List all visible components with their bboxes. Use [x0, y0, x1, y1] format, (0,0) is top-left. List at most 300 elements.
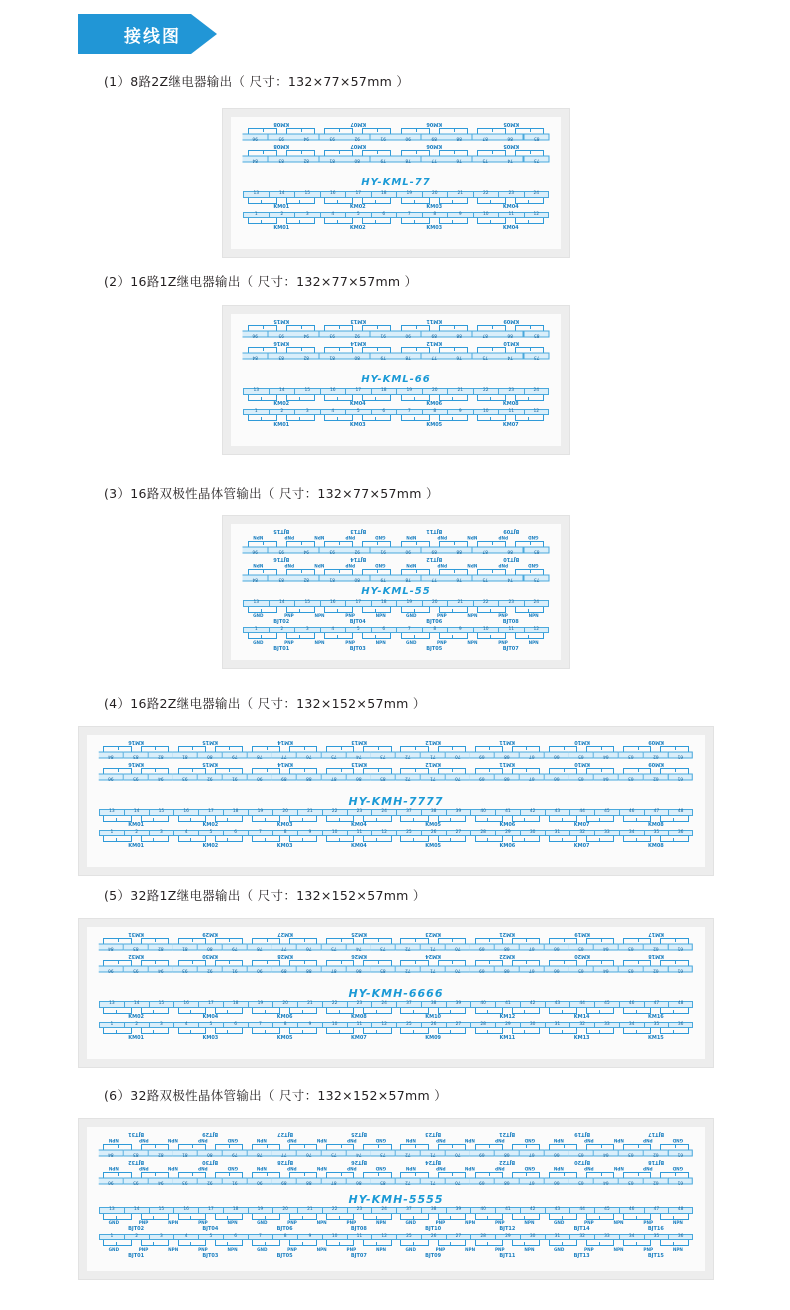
terminal-cell[interactable]: 47: [644, 809, 669, 816]
terminal-cell[interactable]: 87: [473, 331, 499, 338]
terminal-cell[interactable]: 27: [446, 1234, 471, 1241]
terminal-cell[interactable]: 64: [594, 774, 619, 781]
terminal-cell[interactable]: 10: [322, 1234, 347, 1241]
terminal-cell[interactable]: 29: [495, 1022, 520, 1029]
terminal-cell[interactable]: 45: [594, 1001, 619, 1008]
terminal-cell[interactable]: 94: [149, 774, 174, 781]
terminal-cell[interactable]: 85: [371, 1178, 396, 1185]
terminal-cell[interactable]: 14: [124, 809, 149, 816]
terminal-cell[interactable]: 63: [619, 774, 644, 781]
terminal-cell[interactable]: 86: [498, 134, 524, 141]
terminal-cell[interactable]: 11: [347, 830, 372, 837]
terminal-cell[interactable]: 18: [371, 388, 397, 395]
terminal-cell[interactable]: 48: [668, 1207, 693, 1214]
terminal-cell[interactable]: 86: [498, 331, 524, 338]
terminal-cell[interactable]: 67: [520, 752, 545, 759]
terminal-cell[interactable]: 21: [447, 600, 473, 607]
terminal-cell[interactable]: 68: [495, 966, 520, 973]
terminal-cell[interactable]: 94: [149, 1178, 174, 1185]
terminal-cell[interactable]: 5: [198, 1022, 223, 1029]
terminal-cell[interactable]: 75: [473, 575, 499, 582]
terminal-cell[interactable]: 66: [545, 944, 570, 951]
terminal-cell[interactable]: 96: [99, 966, 124, 973]
terminal-cell[interactable]: 19: [396, 388, 422, 395]
terminal-cell[interactable]: 75: [473, 353, 499, 360]
terminal-cell[interactable]: 71: [421, 1150, 446, 1157]
terminal-cell[interactable]: 95: [269, 547, 295, 554]
terminal-cell[interactable]: 76: [447, 575, 473, 582]
terminal-cell[interactable]: 24: [524, 388, 550, 395]
terminal-cell[interactable]: 67: [520, 1178, 545, 1185]
terminal-cell[interactable]: 35: [644, 1234, 669, 1241]
terminal-cell[interactable]: 74: [347, 1150, 372, 1157]
terminal-cell[interactable]: 81: [320, 156, 346, 163]
terminal-cell[interactable]: 48: [668, 809, 693, 816]
terminal-cell[interactable]: 86: [347, 966, 372, 973]
terminal-cell[interactable]: 13: [99, 1001, 124, 1008]
terminal-cell[interactable]: 63: [619, 1178, 644, 1185]
terminal-cell[interactable]: 92: [345, 547, 371, 554]
terminal-cell[interactable]: 62: [644, 752, 669, 759]
terminal-cell[interactable]: 23: [347, 809, 372, 816]
terminal-cell[interactable]: 61: [668, 944, 693, 951]
terminal-cell[interactable]: 10: [322, 1022, 347, 1029]
terminal-cell[interactable]: 2: [124, 1234, 149, 1241]
terminal-cell[interactable]: 69: [470, 752, 495, 759]
terminal-cell[interactable]: 35: [644, 830, 669, 837]
terminal-cell[interactable]: 16: [173, 1001, 198, 1008]
terminal-cell[interactable]: 37: [396, 1207, 421, 1214]
terminal-cell[interactable]: 82: [294, 353, 320, 360]
terminal-cell[interactable]: 15: [149, 1001, 174, 1008]
terminal-cell[interactable]: 84: [99, 752, 124, 759]
terminal-cell[interactable]: 77: [272, 944, 297, 951]
terminal-cell[interactable]: 31: [545, 1022, 570, 1029]
terminal-cell[interactable]: 39: [446, 1001, 471, 1008]
terminal-cell[interactable]: 63: [619, 1150, 644, 1157]
terminal-cell[interactable]: 62: [644, 1150, 669, 1157]
terminal-cell[interactable]: 72: [396, 752, 421, 759]
terminal-cell[interactable]: 64: [594, 944, 619, 951]
terminal-cell[interactable]: 39: [446, 809, 471, 816]
terminal-cell[interactable]: 85: [524, 331, 550, 338]
terminal-cell[interactable]: 11: [498, 409, 524, 416]
terminal-cell[interactable]: 92: [345, 331, 371, 338]
terminal-cell[interactable]: 28: [470, 830, 495, 837]
terminal-cell[interactable]: 14: [269, 600, 295, 607]
terminal-cell[interactable]: 92: [345, 134, 371, 141]
terminal-cell[interactable]: 5: [345, 212, 371, 219]
terminal-cell[interactable]: 78: [248, 1150, 273, 1157]
terminal-cell[interactable]: 92: [198, 1178, 223, 1185]
terminal-cell[interactable]: 89: [272, 1178, 297, 1185]
terminal-cell[interactable]: 64: [594, 966, 619, 973]
terminal-cell[interactable]: 88: [447, 547, 473, 554]
terminal-cell[interactable]: 4: [320, 409, 346, 416]
terminal-cell[interactable]: 41: [495, 809, 520, 816]
terminal-cell[interactable]: 68: [495, 752, 520, 759]
terminal-cell[interactable]: 65: [569, 1178, 594, 1185]
terminal-cell[interactable]: 74: [347, 752, 372, 759]
terminal-cell[interactable]: 77: [422, 575, 448, 582]
terminal-cell[interactable]: 85: [524, 134, 550, 141]
terminal-cell[interactable]: 8: [272, 1234, 297, 1241]
terminal-cell[interactable]: 92: [198, 774, 223, 781]
terminal-cell[interactable]: 39: [446, 1207, 471, 1214]
terminal-cell[interactable]: 24: [371, 1001, 396, 1008]
terminal-cell[interactable]: 22: [473, 600, 499, 607]
terminal-cell[interactable]: 80: [345, 575, 371, 582]
terminal-cell[interactable]: 16: [173, 809, 198, 816]
terminal-cell[interactable]: 62: [644, 944, 669, 951]
terminal-cell[interactable]: 9: [297, 830, 322, 837]
terminal-cell[interactable]: 17: [345, 191, 371, 198]
terminal-cell[interactable]: 62: [644, 774, 669, 781]
terminal-cell[interactable]: 17: [198, 1001, 223, 1008]
terminal-cell[interactable]: 41: [495, 1001, 520, 1008]
terminal-cell[interactable]: 31: [545, 830, 570, 837]
terminal-cell[interactable]: 18: [223, 1207, 248, 1214]
terminal-cell[interactable]: 33: [594, 1022, 619, 1029]
terminal-cell[interactable]: 21: [297, 809, 322, 816]
terminal-cell[interactable]: 70: [446, 774, 471, 781]
terminal-cell[interactable]: 92: [198, 966, 223, 973]
terminal-cell[interactable]: 37: [396, 1001, 421, 1008]
terminal-cell[interactable]: 19: [396, 600, 422, 607]
terminal-cell[interactable]: 71: [421, 944, 446, 951]
terminal-cell[interactable]: 89: [422, 547, 448, 554]
terminal-cell[interactable]: 83: [124, 1150, 149, 1157]
terminal-cell[interactable]: 68: [495, 1178, 520, 1185]
terminal-cell[interactable]: 68: [495, 944, 520, 951]
terminal-cell[interactable]: 9: [297, 1022, 322, 1029]
terminal-cell[interactable]: 67: [520, 944, 545, 951]
terminal-cell[interactable]: 93: [320, 547, 346, 554]
terminal-cell[interactable]: 66: [545, 1178, 570, 1185]
terminal-cell[interactable]: 85: [371, 966, 396, 973]
terminal-cell[interactable]: 81: [173, 752, 198, 759]
terminal-cell[interactable]: 13: [99, 809, 124, 816]
terminal-cell[interactable]: 65: [569, 944, 594, 951]
terminal-cell[interactable]: 82: [294, 156, 320, 163]
terminal-cell[interactable]: 65: [569, 1150, 594, 1157]
terminal-cell[interactable]: 82: [149, 752, 174, 759]
terminal-cell[interactable]: 48: [668, 1001, 693, 1008]
terminal-cell[interactable]: 61: [668, 774, 693, 781]
terminal-cell[interactable]: 83: [269, 156, 295, 163]
terminal-cell[interactable]: 43: [545, 1001, 570, 1008]
terminal-cell[interactable]: 16: [173, 1207, 198, 1214]
terminal-cell[interactable]: 8: [272, 1022, 297, 1029]
terminal-cell[interactable]: 11: [498, 627, 524, 634]
terminal-cell[interactable]: 3: [149, 1022, 174, 1029]
terminal-cell[interactable]: 21: [447, 388, 473, 395]
terminal-cell[interactable]: 18: [223, 809, 248, 816]
terminal-cell[interactable]: 18: [223, 1001, 248, 1008]
terminal-cell[interactable]: 1: [243, 212, 269, 219]
terminal-cell[interactable]: 84: [243, 156, 269, 163]
terminal-cell[interactable]: 70: [446, 966, 471, 973]
terminal-cell[interactable]: 6: [223, 1234, 248, 1241]
terminal-cell[interactable]: 26: [421, 1234, 446, 1241]
terminal-cell[interactable]: 88: [447, 331, 473, 338]
terminal-cell[interactable]: 86: [498, 547, 524, 554]
terminal-cell[interactable]: 70: [446, 752, 471, 759]
terminal-cell[interactable]: 6: [223, 830, 248, 837]
terminal-cell[interactable]: 27: [446, 1022, 471, 1029]
terminal-cell[interactable]: 93: [173, 966, 198, 973]
terminal-cell[interactable]: 40: [470, 1001, 495, 1008]
terminal-cell[interactable]: 28: [470, 1022, 495, 1029]
terminal-cell[interactable]: 31: [545, 1234, 570, 1241]
terminal-cell[interactable]: 40: [470, 809, 495, 816]
terminal-cell[interactable]: 20: [272, 1207, 297, 1214]
terminal-cell[interactable]: 67: [520, 1150, 545, 1157]
terminal-cell[interactable]: 61: [668, 752, 693, 759]
terminal-cell[interactable]: 25: [396, 1022, 421, 1029]
terminal-cell[interactable]: 96: [99, 1178, 124, 1185]
terminal-cell[interactable]: 8: [422, 627, 448, 634]
terminal-cell[interactable]: 3: [149, 1234, 174, 1241]
terminal-cell[interactable]: 81: [173, 944, 198, 951]
terminal-cell[interactable]: 65: [569, 966, 594, 973]
terminal-cell[interactable]: 3: [294, 409, 320, 416]
terminal-cell[interactable]: 2: [269, 409, 295, 416]
terminal-cell[interactable]: 79: [223, 1150, 248, 1157]
terminal-cell[interactable]: 4: [320, 212, 346, 219]
terminal-cell[interactable]: 18: [371, 600, 397, 607]
terminal-cell[interactable]: 72: [396, 774, 421, 781]
terminal-cell[interactable]: 79: [223, 752, 248, 759]
terminal-cell[interactable]: 64: [594, 1178, 619, 1185]
terminal-cell[interactable]: 17: [198, 809, 223, 816]
terminal-cell[interactable]: 79: [371, 156, 397, 163]
terminal-cell[interactable]: 17: [345, 600, 371, 607]
terminal-cell[interactable]: 15: [294, 388, 320, 395]
terminal-cell[interactable]: 77: [422, 156, 448, 163]
terminal-cell[interactable]: 70: [446, 944, 471, 951]
terminal-cell[interactable]: 5: [345, 409, 371, 416]
terminal-cell[interactable]: 36: [668, 830, 693, 837]
terminal-cell[interactable]: 87: [473, 547, 499, 554]
terminal-cell[interactable]: 25: [396, 830, 421, 837]
terminal-cell[interactable]: 90: [396, 134, 422, 141]
terminal-cell[interactable]: 73: [371, 944, 396, 951]
terminal-cell[interactable]: 29: [495, 830, 520, 837]
terminal-cell[interactable]: 3: [294, 627, 320, 634]
terminal-cell[interactable]: 61: [668, 1178, 693, 1185]
terminal-cell[interactable]: 77: [272, 752, 297, 759]
terminal-cell[interactable]: 73: [371, 1150, 396, 1157]
terminal-cell[interactable]: 2: [269, 627, 295, 634]
terminal-cell[interactable]: 64: [594, 752, 619, 759]
terminal-cell[interactable]: 15: [294, 191, 320, 198]
terminal-cell[interactable]: 78: [396, 156, 422, 163]
terminal-cell[interactable]: 38: [421, 1207, 446, 1214]
terminal-cell[interactable]: 33: [594, 830, 619, 837]
terminal-cell[interactable]: 82: [294, 575, 320, 582]
terminal-cell[interactable]: 91: [371, 547, 397, 554]
terminal-cell[interactable]: 4: [173, 830, 198, 837]
terminal-cell[interactable]: 42: [520, 809, 545, 816]
terminal-cell[interactable]: 67: [520, 774, 545, 781]
terminal-cell[interactable]: 87: [322, 1178, 347, 1185]
terminal-cell[interactable]: 37: [396, 809, 421, 816]
terminal-cell[interactable]: 72: [396, 966, 421, 973]
terminal-cell[interactable]: 3: [294, 212, 320, 219]
terminal-cell[interactable]: 23: [347, 1001, 372, 1008]
terminal-cell[interactable]: 84: [99, 944, 124, 951]
terminal-cell[interactable]: 12: [524, 212, 550, 219]
terminal-cell[interactable]: 14: [269, 191, 295, 198]
terminal-cell[interactable]: 72: [396, 1150, 421, 1157]
terminal-cell[interactable]: 96: [243, 547, 269, 554]
terminal-cell[interactable]: 61: [668, 966, 693, 973]
terminal-cell[interactable]: 26: [421, 830, 446, 837]
terminal-cell[interactable]: 47: [644, 1207, 669, 1214]
terminal-cell[interactable]: 40: [470, 1207, 495, 1214]
terminal-cell[interactable]: 13: [243, 388, 269, 395]
terminal-cell[interactable]: 6: [223, 1022, 248, 1029]
terminal-cell[interactable]: 76: [297, 752, 322, 759]
terminal-cell[interactable]: 13: [99, 1207, 124, 1214]
terminal-cell[interactable]: 69: [470, 1178, 495, 1185]
terminal-cell[interactable]: 61: [668, 1150, 693, 1157]
terminal-cell[interactable]: 76: [297, 944, 322, 951]
terminal-cell[interactable]: 95: [124, 774, 149, 781]
terminal-cell[interactable]: 74: [498, 156, 524, 163]
terminal-cell[interactable]: 76: [447, 156, 473, 163]
terminal-cell[interactable]: 10: [473, 627, 499, 634]
terminal-cell[interactable]: 45: [594, 1207, 619, 1214]
terminal-cell[interactable]: 80: [198, 944, 223, 951]
terminal-cell[interactable]: 19: [248, 809, 273, 816]
terminal-cell[interactable]: 88: [297, 774, 322, 781]
terminal-cell[interactable]: 16: [320, 191, 346, 198]
terminal-cell[interactable]: 9: [297, 1234, 322, 1241]
terminal-cell[interactable]: 7: [248, 1022, 273, 1029]
terminal-cell[interactable]: 86: [347, 1178, 372, 1185]
terminal-cell[interactable]: 88: [297, 1178, 322, 1185]
terminal-cell[interactable]: 66: [545, 1150, 570, 1157]
terminal-cell[interactable]: 5: [198, 830, 223, 837]
terminal-cell[interactable]: 13: [243, 600, 269, 607]
terminal-cell[interactable]: 79: [371, 353, 397, 360]
terminal-cell[interactable]: 91: [371, 331, 397, 338]
terminal-cell[interactable]: 30: [520, 1234, 545, 1241]
terminal-cell[interactable]: 43: [545, 1207, 570, 1214]
terminal-cell[interactable]: 69: [470, 774, 495, 781]
terminal-cell[interactable]: 62: [644, 966, 669, 973]
terminal-cell[interactable]: 63: [619, 752, 644, 759]
terminal-cell[interactable]: 9: [447, 409, 473, 416]
terminal-cell[interactable]: 82: [149, 1150, 174, 1157]
terminal-cell[interactable]: 74: [347, 944, 372, 951]
terminal-cell[interactable]: 1: [99, 830, 124, 837]
terminal-cell[interactable]: 83: [124, 944, 149, 951]
terminal-cell[interactable]: 19: [248, 1001, 273, 1008]
terminal-cell[interactable]: 8: [422, 212, 448, 219]
terminal-cell[interactable]: 44: [569, 1207, 594, 1214]
terminal-cell[interactable]: 70: [446, 1178, 471, 1185]
terminal-cell[interactable]: 21: [297, 1001, 322, 1008]
terminal-cell[interactable]: 79: [223, 944, 248, 951]
terminal-cell[interactable]: 75: [473, 156, 499, 163]
terminal-cell[interactable]: 82: [149, 944, 174, 951]
terminal-cell[interactable]: 90: [248, 966, 273, 973]
terminal-cell[interactable]: 95: [269, 331, 295, 338]
terminal-cell[interactable]: 2: [124, 1022, 149, 1029]
terminal-cell[interactable]: 45: [594, 809, 619, 816]
terminal-cell[interactable]: 7: [396, 627, 422, 634]
terminal-cell[interactable]: 90: [248, 774, 273, 781]
terminal-cell[interactable]: 32: [569, 830, 594, 837]
terminal-cell[interactable]: 23: [498, 388, 524, 395]
terminal-cell[interactable]: 83: [124, 752, 149, 759]
terminal-cell[interactable]: 94: [294, 134, 320, 141]
terminal-cell[interactable]: 94: [294, 331, 320, 338]
terminal-cell[interactable]: 14: [124, 1001, 149, 1008]
terminal-cell[interactable]: 78: [396, 353, 422, 360]
terminal-cell[interactable]: 36: [668, 1234, 693, 1241]
terminal-cell[interactable]: 11: [347, 1022, 372, 1029]
terminal-cell[interactable]: 91: [223, 1178, 248, 1185]
terminal-cell[interactable]: 20: [422, 191, 448, 198]
terminal-cell[interactable]: 73: [524, 575, 550, 582]
terminal-cell[interactable]: 91: [371, 134, 397, 141]
terminal-cell[interactable]: 46: [619, 809, 644, 816]
terminal-cell[interactable]: 29: [495, 1234, 520, 1241]
terminal-cell[interactable]: 7: [396, 409, 422, 416]
terminal-cell[interactable]: 78: [248, 752, 273, 759]
terminal-cell[interactable]: 20: [272, 1001, 297, 1008]
terminal-cell[interactable]: 87: [473, 134, 499, 141]
terminal-cell[interactable]: 69: [470, 966, 495, 973]
terminal-cell[interactable]: 14: [124, 1207, 149, 1214]
terminal-cell[interactable]: 34: [619, 1234, 644, 1241]
terminal-cell[interactable]: 4: [173, 1234, 198, 1241]
terminal-cell[interactable]: 21: [297, 1207, 322, 1214]
terminal-cell[interactable]: 3: [149, 830, 174, 837]
terminal-cell[interactable]: 75: [322, 944, 347, 951]
terminal-cell[interactable]: 11: [498, 212, 524, 219]
terminal-cell[interactable]: 13: [243, 191, 269, 198]
terminal-cell[interactable]: 74: [498, 575, 524, 582]
terminal-cell[interactable]: 2: [124, 830, 149, 837]
terminal-cell[interactable]: 64: [594, 1150, 619, 1157]
terminal-cell[interactable]: 81: [320, 575, 346, 582]
terminal-cell[interactable]: 66: [545, 774, 570, 781]
terminal-cell[interactable]: 47: [644, 1001, 669, 1008]
terminal-cell[interactable]: 43: [545, 809, 570, 816]
terminal-cell[interactable]: 34: [619, 830, 644, 837]
terminal-cell[interactable]: 23: [498, 191, 524, 198]
terminal-cell[interactable]: 89: [272, 774, 297, 781]
terminal-cell[interactable]: 8: [272, 830, 297, 837]
terminal-cell[interactable]: 12: [371, 830, 396, 837]
terminal-cell[interactable]: 46: [619, 1001, 644, 1008]
terminal-cell[interactable]: 21: [447, 191, 473, 198]
terminal-cell[interactable]: 19: [396, 191, 422, 198]
terminal-cell[interactable]: 25: [396, 1234, 421, 1241]
terminal-cell[interactable]: 19: [248, 1207, 273, 1214]
terminal-cell[interactable]: 90: [396, 331, 422, 338]
terminal-cell[interactable]: 93: [173, 1178, 198, 1185]
terminal-cell[interactable]: 80: [198, 1150, 223, 1157]
terminal-cell[interactable]: 14: [269, 388, 295, 395]
terminal-cell[interactable]: 69: [470, 1150, 495, 1157]
terminal-cell[interactable]: 24: [371, 809, 396, 816]
